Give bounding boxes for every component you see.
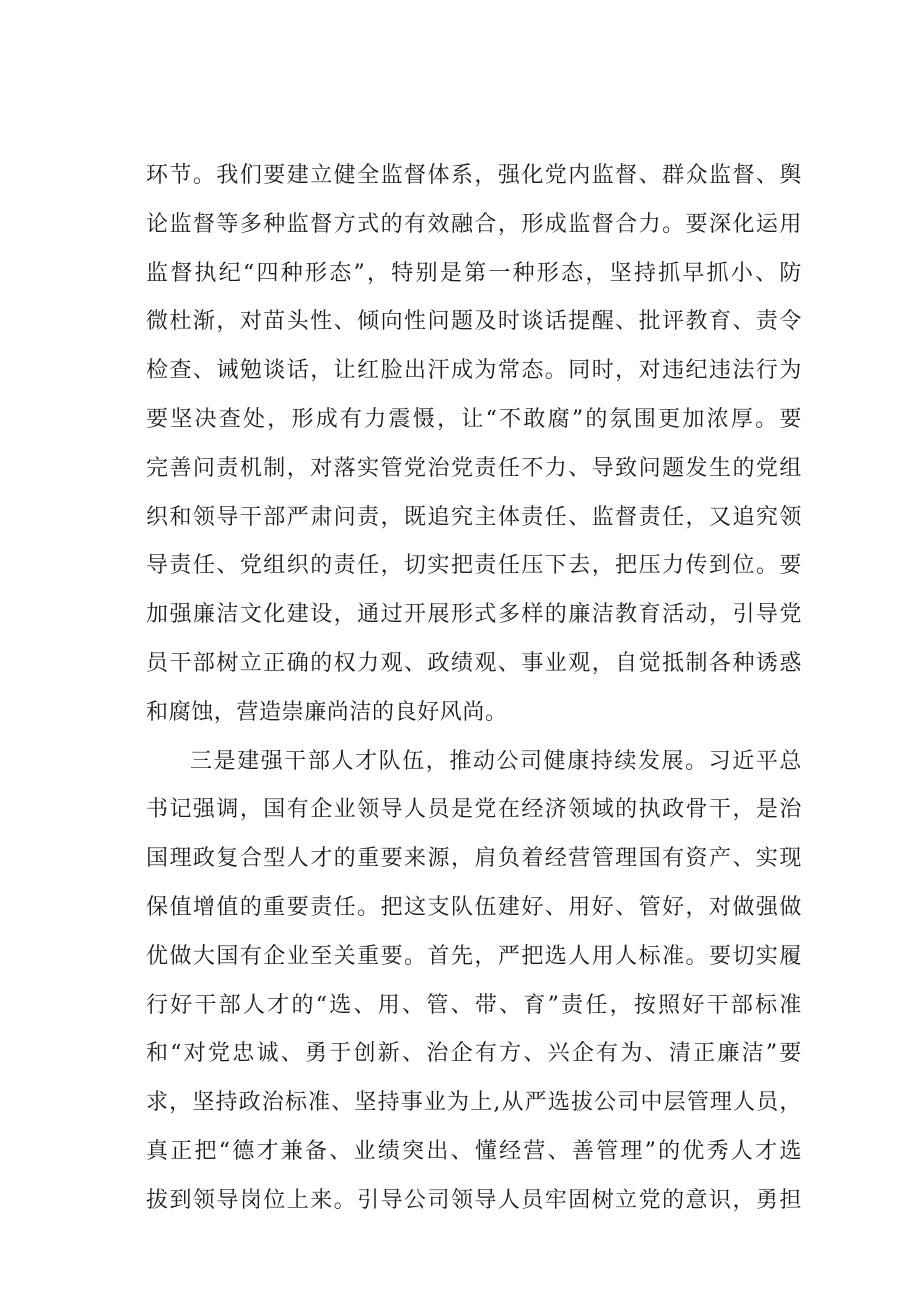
text-line: 行好干部人才的“选、用、管、带、育”责任，按照好干部标准 (146, 992, 802, 1018)
text-line: 三是建强干部人才队伍，推动公司健康持续发展。习近平总 (190, 748, 802, 774)
text-line: 导责任、党组织的责任，切实把责任压下去，把压力传到位。要 (146, 553, 802, 579)
text-line: 加强廉洁文化建设，通过开展形式多样的廉洁教育活动，引导党 (146, 602, 802, 628)
text-line: 拔到领导岗位上来。引导公司领导人员牢固树立党的意识，勇担 (146, 1187, 802, 1213)
text-line: 要坚决查处，形成有力震慑，让“不敢腐”的氛围更加浓厚。要 (146, 406, 802, 432)
text-line: 员干部树立正确的权力观、政绩观、事业观，自觉抵制各种诱惑 (146, 650, 802, 676)
text-line: 织和领导干部严肃问责，既追究主体责任、监督责任，又追究领 (146, 504, 802, 530)
text-line: 微杜渐，对苗头性、倾向性问题及时谈话提醒、批评教育、责令 (146, 309, 802, 335)
paragraph-2 (146, 738, 802, 1226)
text-line: 和腐蚀，营造崇廉尚洁的良好风尚。 (146, 699, 508, 725)
text-line: 和“对党忠诚、勇于创新、治企有方、兴企有为、清正廉洁”要 (146, 1041, 802, 1067)
text-line: 论监督等多种监督方式的有效融合，形成监督合力。要深化运用 (146, 211, 802, 237)
paragraph-1 (146, 152, 802, 738)
text-line: 求，坚持政治标准、坚持事业为上,从严选拔公司中层管理人员， (146, 1090, 802, 1116)
text-line: 优做大国有企业至关重要。首先，严把选人用人标准。要切实履 (146, 943, 802, 969)
text-line: 真正把“德才兼备、业绩突出、懂经营、善管理”的优秀人才选 (146, 1138, 802, 1164)
text-line: 国理政复合型人才的重要来源，肩负着经营管理国有资产、实现 (146, 846, 802, 872)
text-line: 检查、诫勉谈话，让红脸出汗成为常态。同时，对违纪违法行为 (146, 358, 802, 384)
text-line: 环节。我们要建立健全监督体系，强化党内监督、群众监督、舆 (146, 163, 802, 188)
text-line: 保值增值的重要责任。把这支队伍建好、用好、管好，对做强做 (146, 894, 802, 920)
body-text (146, 152, 802, 1226)
text-line: 完善问责机制，对落实管党治党责任不力、导致问题发生的党组 (146, 455, 802, 481)
text-line: 书记强调，国有企业领导人员是党在经济领域的执政骨干，是治 (146, 797, 802, 823)
text-line: 监督执纪“四种形态”，特别是第一种形态，坚持抓早抓小、防 (146, 260, 802, 286)
